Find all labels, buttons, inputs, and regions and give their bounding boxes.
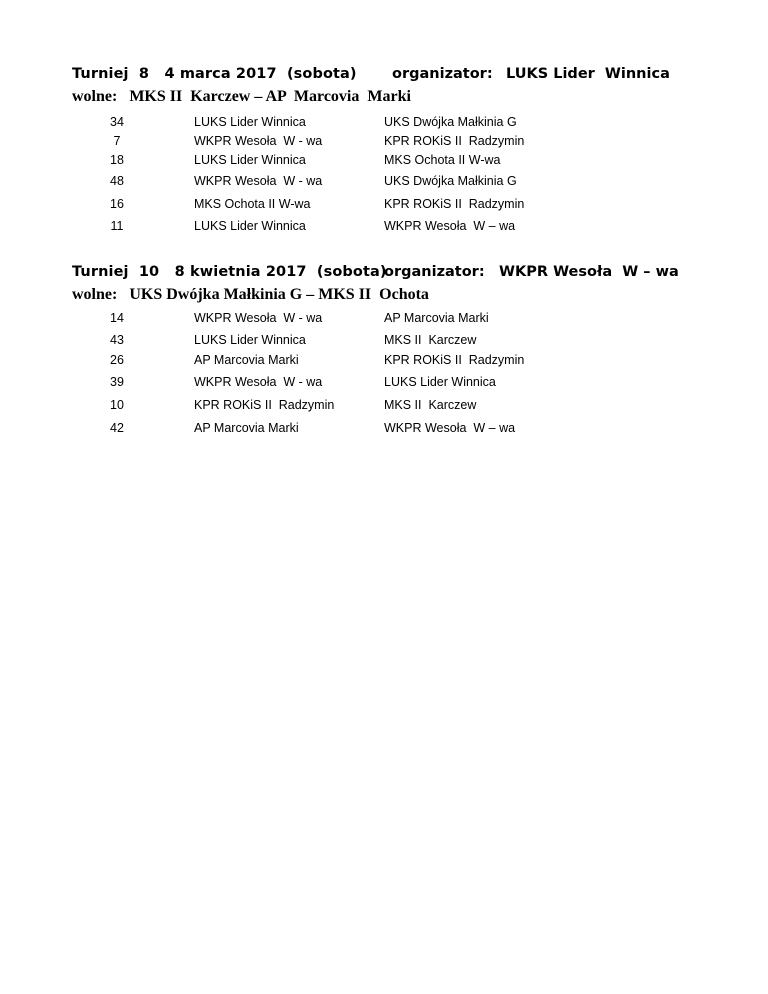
tournament-1-match-row — [0, 197, 768, 219]
home-team: AP Marcovia Marki — [194, 421, 299, 435]
tournament-1-title: Turniej 8 4 marca 2017 (sobota) — [72, 66, 357, 82]
tournament-2-match-row — [0, 375, 768, 397]
home-team: LUKS Lider Winnica — [194, 115, 306, 129]
home-team: LUKS Lider Winnica — [194, 219, 306, 233]
tournament-2-match-row — [0, 311, 768, 333]
home-team: WKPR Wesoła W - wa — [194, 174, 323, 188]
away-team: KPR ROKiS II Radzymin — [384, 134, 525, 148]
match-number: 34 — [110, 115, 124, 129]
away-team: MKS Ochota II W-wa — [384, 153, 501, 167]
home-team: KPR ROKiS II Radzymin — [194, 398, 335, 412]
tournament-2-title: Turniej 10 8 kwietnia 2017 (sobota) — [72, 264, 387, 280]
tournament-1-match-row — [0, 153, 768, 175]
away-team: MKS II Karczew — [384, 333, 477, 347]
away-team: UKS Dwójka Małkinia G — [384, 115, 517, 129]
match-number: 16 — [110, 197, 124, 211]
match-number: 11 — [110, 219, 124, 233]
tournament-2-free-teams: wolne: UKS Dwójka Małkinia G – MKS II Ochota — [72, 286, 429, 303]
tournament-1-free-teams: wolne: MKS II Karczew – AP Marcovia Marki — [72, 88, 411, 105]
match-number: 7 — [113, 134, 121, 148]
home-team: AP Marcovia Marki — [194, 353, 299, 367]
match-number: 26 — [110, 353, 124, 367]
away-team: AP Marcovia Marki — [384, 311, 489, 325]
tournament-1-match-row — [0, 219, 768, 241]
away-team: WKPR Wesoła W – wa — [384, 421, 516, 435]
away-team: MKS II Karczew — [384, 398, 477, 412]
tournament-2-match-row — [0, 398, 768, 420]
away-team: UKS Dwójka Małkinia G — [384, 174, 517, 188]
tournament-2-match-row — [0, 353, 768, 375]
away-team: KPR ROKiS II Radzymin — [384, 197, 525, 211]
away-team: KPR ROKiS II Radzymin — [384, 353, 525, 367]
away-team: LUKS Lider Winnica — [384, 375, 496, 389]
match-number: 48 — [110, 174, 124, 188]
tournament-2-match-row — [0, 333, 768, 355]
tournament-2-organizer-label: organizator: — [384, 264, 485, 280]
home-team: WKPR Wesoła W - wa — [194, 375, 323, 389]
match-number: 14 — [110, 311, 124, 325]
match-number: 43 — [110, 333, 124, 347]
home-team: WKPR Wesoła W - wa — [194, 134, 323, 148]
home-team: WKPR Wesoła W - wa — [194, 311, 323, 325]
home-team: MKS Ochota II W-wa — [194, 197, 311, 211]
home-team: LUKS Lider Winnica — [194, 153, 306, 167]
tournament-1-organizer-label: organizator: — [392, 66, 493, 82]
match-number: 18 — [110, 153, 124, 167]
match-number: 42 — [110, 421, 124, 435]
tournament-2-organizer: WKPR Wesoła W – wa — [499, 264, 679, 280]
tournament-1-organizer: LUKS Lider Winnica — [506, 66, 670, 82]
away-team: WKPR Wesoła W – wa — [384, 219, 516, 233]
tournament-1-match-row — [0, 174, 768, 196]
tournament-2-match-row — [0, 421, 768, 443]
home-team: LUKS Lider Winnica — [194, 333, 306, 347]
match-number: 10 — [110, 398, 124, 412]
match-number: 39 — [110, 375, 124, 389]
